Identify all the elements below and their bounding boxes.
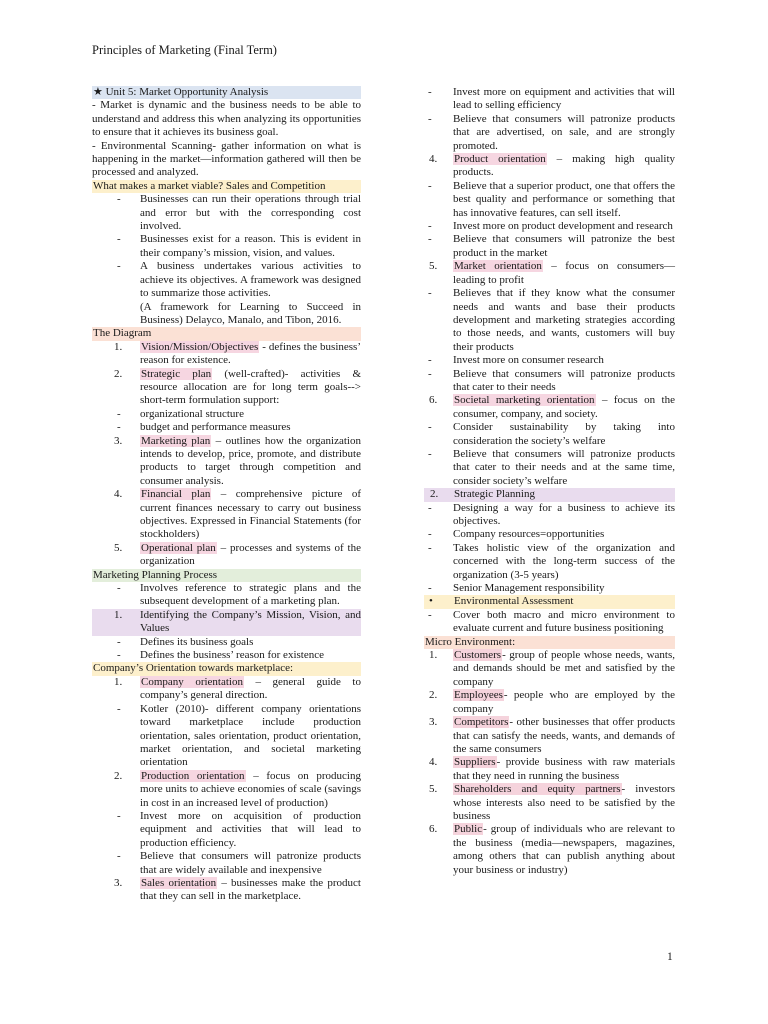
list-item: - Believe that consumers will patronize the best product in the market (428, 233, 675, 259)
list-item: 3. Competitors- other businesses that offer products that can satisfy the needs, wants, and demands of the same consumers (429, 716, 675, 755)
list-item: - Designing a way for a business to achieve its objectives. (428, 501, 675, 527)
diagram-heading: The Diagram (92, 327, 361, 340)
list-item: 1. Company orientation – general guide to company’s general direction. (114, 675, 361, 702)
list-item: - Businesses exist for a reason. This is evident in their company’s mission, vision, and values. (117, 233, 361, 259)
list-item: 1. Vision/Mission/Objectives - defines the business’ reason for existence. (114, 340, 361, 367)
list-item: 5. Shareholders and equity partners- investors whose interests also need to be satisfied by the business (429, 783, 675, 822)
unit-title: ★ Unit 5: Market Opportunity Analysis (92, 86, 361, 99)
list-item: 3. Sales orientation – businesses make the product that they can sell in the marketplace. (114, 876, 361, 903)
list-item: 4. Suppliers- provide business with raw materials that they need in running the business (429, 756, 675, 782)
list-item: - Defines its business goals (117, 635, 254, 648)
right-column (424, 86, 675, 877)
page-header: Principles of Marketing (Final Term) (92, 43, 277, 57)
list-item: - Company resources=opportunities (428, 528, 605, 541)
list-item: - budget and performance measures (117, 421, 291, 434)
page-number: 1 (667, 951, 673, 963)
left-column (92, 86, 361, 904)
list-item: 6. Societal marketing orientation – focus on the consumer, company, and society. (429, 394, 675, 420)
list-item: 3. Marketing plan – outlines how the organization intends to develop, price, promote, and distribute products to target through competition and consumer analysis. (114, 434, 361, 487)
list-item: 6. Public- group of individuals who are relevant to the business (media—newspapers, magazines, among others that can publish anything about your business or industry) (429, 823, 675, 876)
list-item: - Invest more on consumer research (428, 354, 604, 367)
list-item: - Invest more on equipment and activities that will lead to selling efficiency (428, 86, 675, 112)
list-item: - Involves reference to strategic plans and the subsequent development of a marketing plan. (117, 582, 361, 608)
viable-heading: What makes a market viable? Sales and Competition (92, 180, 361, 193)
list-item: - Believe that consumers will patronize products that cater to their needs and at the same time, consider society’s welfare (428, 447, 675, 487)
list-item: 5. Operational plan – processes and systems of the organization (114, 541, 361, 568)
list-item: 5. Market orientation – focus on consumers—leading to profit (429, 260, 675, 286)
list-item: - Defines the business’ reason for existence (117, 649, 324, 662)
list-item: 1. Customers- group of people whose needs, wants, and demands should be met and satisfied by the company (429, 649, 675, 688)
list-item: - Invest more on acquisition of production equipment and activities that will lead to production efficiency. (117, 809, 361, 849)
mpp-heading: Marketing Planning Process (92, 569, 361, 582)
intro-paragraph-2: - Environmental Scanning- gather information on what is happening in the market—information gathered will then be processed and analyzed. (92, 139, 361, 179)
list-item: - Senior Management responsibility (428, 582, 605, 595)
list-item: 2. Strategic plan (well-crafted)- activities & resource allocation are for long term goals--> short-term formulation support: (114, 367, 361, 407)
list-item: 2. Production orientation – focus on producing more units to achieve economies of scale (savings in cost in an increased level of production) (114, 769, 361, 809)
list-item: - Kotler (2010)- different company orientations toward marketplace include production orientation, sales orientation, product orientation, market orientation, and societal marketing orientation (117, 702, 361, 769)
list-item: - organizational structure (117, 407, 244, 420)
strategic-planning-heading: 2. Strategic Planning (424, 488, 675, 501)
list-item: - Takes holistic view of the organization and concerned with the long-term success of the organization (3-5 years) (428, 541, 675, 581)
list-item: - Cover both macro and micro environment to evaluate current and future business positioning (428, 608, 675, 635)
list-item: - Businesses can run their operations through trial and error but with the corresponding cost involved. (117, 193, 361, 233)
list-item: - Believe that a superior product, one that offers the best quality and performance or something that has innovative features, can sell itself. (428, 179, 675, 219)
citation: (A framework for Learning to Succeed in Business) Delayco, Manalo, and Tibon, 2016. (140, 300, 361, 326)
list-item: - Believes that if they know what the consumer needs and wants and base their products development and marketing strategies according to those needs, and wants, customers will buy their products (428, 287, 675, 353)
list-item: 1. Identifying the Company’s Mission, Vision, and Values (92, 609, 361, 636)
intro-paragraph-1: - Market is dynamic and the business needs to be able to understand and address this when analyzing its opportunities to ensure that it achieves its business goal. (92, 99, 361, 139)
list-item: 4. Product orientation – making high quality products. (429, 153, 675, 179)
list-item: - Believe that consumers will patronize products that are widely available and inexpensive (117, 850, 361, 876)
list-item: - Invest more on product development and research (428, 220, 673, 233)
list-item: - Believe that consumers will patronize products that are advertised, on sale, and are strongly promoted. (428, 112, 675, 152)
list-item: - A business undertakes various activities to achieve its objectives. A framework was designed to summarize those activities. (117, 260, 361, 300)
list-item: - Believe that consumers will patronize products that cater to their needs (428, 367, 675, 393)
list-item: 2. Employees- people who are employed by the company (429, 689, 675, 715)
list-item: - Consider sustainability by taking into consideration the society’s welfare (428, 421, 675, 447)
micro-environment-heading: Micro Environment: (424, 636, 675, 649)
list-item: 4. Financial plan – comprehensive picture of current finances necessary to carry out business objectives. Expressed in Financial Statements (for stockholders) (114, 488, 361, 541)
orientation-heading: Company’s Orientation towards marketplace: (92, 662, 361, 675)
environmental-assessment-heading: • Environmental Assessment (424, 595, 675, 608)
